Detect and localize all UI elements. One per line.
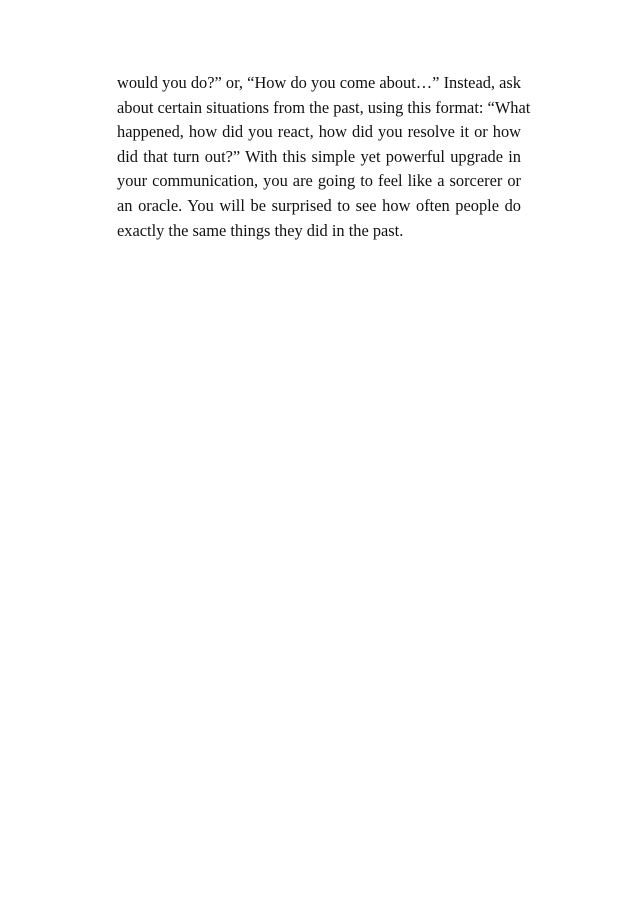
paragraph-line: exactly the same things they did in the past. xyxy=(117,220,404,240)
paragraph-line: an oracle. You will be surprised to see how often people do xyxy=(117,195,521,215)
paragraph-line: your communication, you are going to feel like a sorcerer or xyxy=(117,171,521,191)
body-paragraph xyxy=(117,71,531,243)
paragraph-line: did that turn out?” With this simple yet powerful upgrade in xyxy=(117,146,521,166)
paragraph-line: would you do?” or, “How do you come about…” Instead, ask xyxy=(117,73,521,92)
paragraph-line: happened, how did you react, how did you resolve it or how xyxy=(117,122,521,142)
paragraph-line: about certain situations from the past, using this format: “What xyxy=(117,97,531,117)
